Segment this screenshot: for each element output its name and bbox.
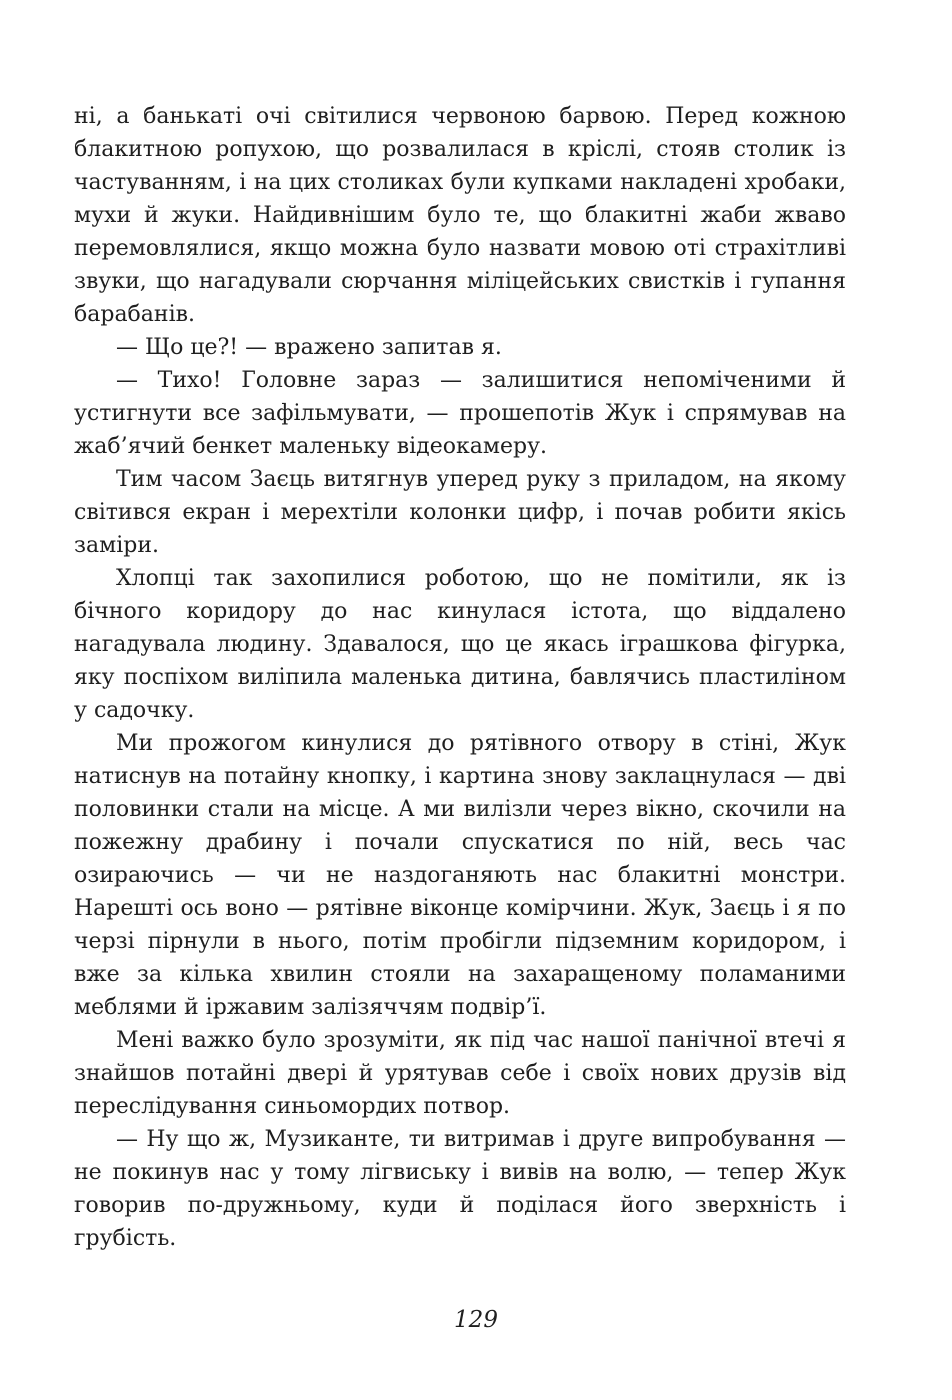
page-number: 129 <box>454 1307 498 1333</box>
paragraph-2: — Що це?! — вражено запитав я. <box>116 335 502 360</box>
paragraph-4: Тим часом Заєць витягнув уперед руку з приладом, на якому світився екран і мерехтіли колонки цифр, і почав робити якісь заміри. <box>74 467 846 558</box>
paragraph-3: — Тихо! Головне зараз — залишитися непоміченими й устигнути все зафільмувати, — прошепотів Жук і спрямував на жаб’ячий бенкет маленьку відеокамеру. <box>74 368 846 459</box>
paragraph-1: ні, а банькаті очі світилися червоною барвою. Перед кожною блакитною ропухою, що розвалилася в кріслі, стояв столик із частуванням, і на цих столиках були купками накладені хробаки, мухи й жуки. Найдивнішим було те, що блакитні жаби жваво перемовлялися, якщо можна було назвати мовою оті страхітливі звуки, що нагадували сюрчання міліцейських свистків і гупання барабанів. <box>74 104 846 327</box>
paragraph-5: Хлопці так захопилися роботою, що не помітили, як із бічного коридору до нас кинулася істота, що віддалено нагадувала людину. Здавалося, що це якась іграшкова фігурка, яку поспіхом виліпила маленька дитина, бавлячись пластиліном у садочку. <box>74 566 846 723</box>
paragraph-8: — Ну що ж, Музиканте, ти витримав і друге випробування — не покинув нас у тому лігвиську і вивів на волю, — тепер Жук говорив по-дружньому, куди й поділася його зверхність і грубість. <box>74 1127 846 1251</box>
paragraph-6: Ми прожогом кинулися до рятівного отвору в стіні, Жук натиснув на потайну кнопку, і картина знову заклацнулася — дві половинки стали на місце. А ми вилізли через вікно, скочили на пожежну драбину і почали спускатися по ній, весь час озираючись — чи не наздоганяють нас блакитні монстри. Нарешті ось воно — рятівне віконце комірчини. Жук, Заєць і я по черзі пірнули в нього, потім пробігли підземним коридором, і вже за кілька хвилин стояли на захаращеному поламаними меблями й іржавим залізяччям подвір’ї. <box>74 731 846 1020</box>
paragraph-7: Мені важко було зрозуміти, як під час нашої панічної втечі я знайшов потайні двері й урятував себе і своїх нових друзів від переслідування синьомордих потвор. <box>74 1028 846 1119</box>
page-body <box>74 100 846 1255</box>
